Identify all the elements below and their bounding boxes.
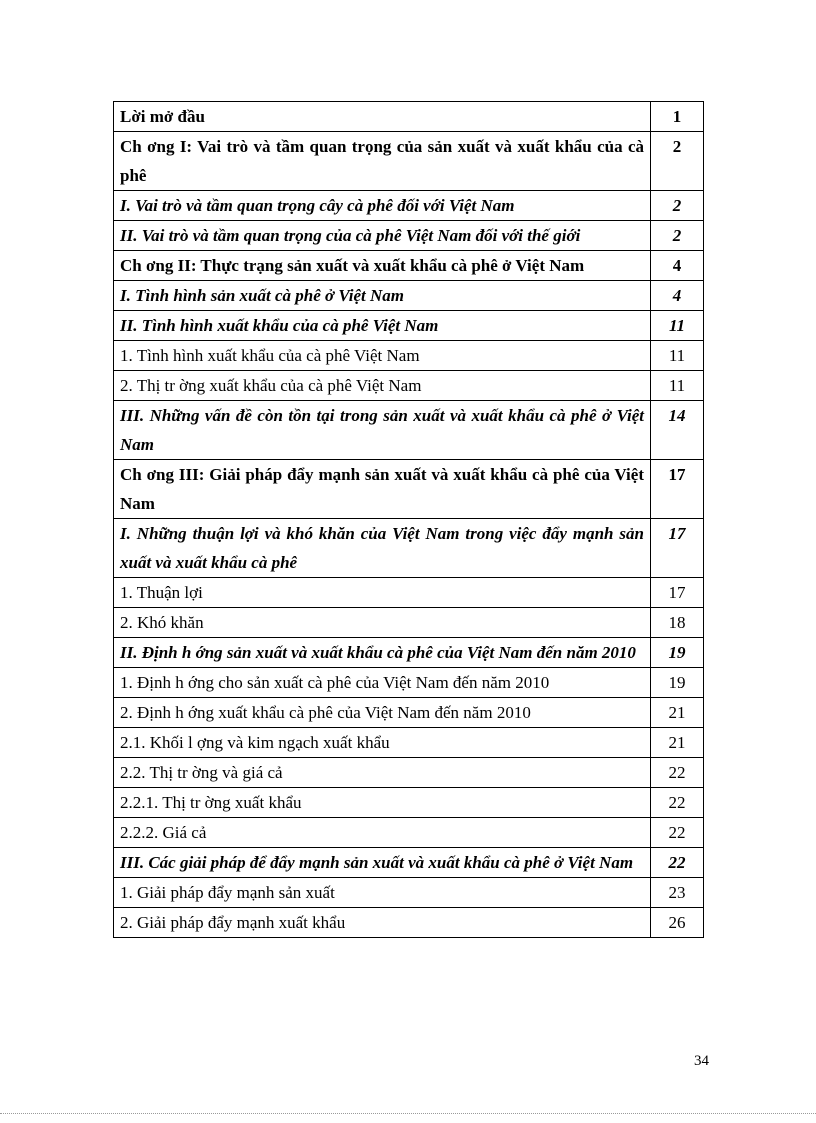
toc-entry-title: II. Vai trò và tầm quan trọng của cà phê Việt Nam đối với thế giới [114,221,651,251]
toc-entry-title: Ch ơng III: Giải pháp đẩy mạnh sản xuất và xuất khẩu cà phê của Việt Nam [114,460,651,519]
toc-row [114,728,704,758]
toc-entry-page: 17 [651,519,704,578]
toc-entry-page: 22 [651,848,704,878]
toc-row [114,401,704,460]
toc-entry-title: Ch ơng II: Thực trạng sản xuất và xuất khẩu cà phê ở Việt Nam [114,251,651,281]
page-number: 34 [694,1053,709,1069]
toc-entry-title: II. Tình hình xuất khẩu của cà phê Việt Nam [114,311,651,341]
toc-entry-page: 17 [651,460,704,519]
toc-entry-page: 17 [651,578,704,608]
toc-row [114,848,704,878]
toc-row [114,578,704,608]
toc-entry-page: 4 [651,281,704,311]
toc-entry-page: 4 [651,251,704,281]
toc-entry-title: 1. Tình hình xuất khẩu của cà phê Việt Nam [114,341,651,371]
toc-entry-title: 2. Định h ớng xuất khẩu cà phê của Việt Nam đến năm 2010 [114,698,651,728]
toc-row [114,371,704,401]
toc-row [114,878,704,908]
toc-row [114,460,704,519]
page-bottom-rule [0,1113,816,1114]
toc-entry-page: 26 [651,908,704,938]
toc-row [114,758,704,788]
toc-entry-title: 2.2.2. Giá cả [114,818,651,848]
toc-row [114,102,704,132]
toc-entry-page: 19 [651,668,704,698]
toc-entry-page: 2 [651,132,704,191]
toc-entry-page: 11 [651,341,704,371]
toc-entry-title: Ch ơng I: Vai trò và tầm quan trọng của sản xuất và xuất khẩu của cà phê [114,132,651,191]
toc-entry-title: I. Tình hình sản xuất cà phê ở Việt Nam [114,281,651,311]
toc-entry-title: 1. Giải pháp đẩy mạnh sản xuất [114,878,651,908]
toc-entry-page: 21 [651,698,704,728]
toc-entry-page: 2 [651,191,704,221]
toc-entry-title: II. Định h ớng sản xuất và xuất khẩu cà phê của Việt Nam đến năm 2010 [114,638,651,668]
toc-entry-title: I. Vai trò và tầm quan trọng cây cà phê đối với Việt Nam [114,191,651,221]
toc-row [114,191,704,221]
toc-entry-title: III. Các giải pháp để đẩy mạnh sản xuất và xuất khẩu cà phê ở Việt Nam [114,848,651,878]
toc-row [114,341,704,371]
toc-row [114,908,704,938]
toc-entry-title: III. Những vấn đề còn tồn tại trong sản xuất và xuất khẩu cà phê ở Việt Nam [114,401,651,460]
toc-entry-page: 23 [651,878,704,908]
toc-entry-title: 1. Thuận lợi [114,578,651,608]
toc-entry-page: 18 [651,608,704,638]
toc-row [114,638,704,668]
toc-entry-page: 14 [651,401,704,460]
toc-entry-title: 2. Giải pháp đẩy mạnh xuất khẩu [114,908,651,938]
toc-row [114,818,704,848]
table-of-contents [113,101,704,938]
toc-row [114,311,704,341]
toc-entry-page: 1 [651,102,704,132]
toc-entry-page: 22 [651,758,704,788]
toc-entry-page: 22 [651,788,704,818]
toc-row [114,281,704,311]
toc-entry-page: 22 [651,818,704,848]
toc-row [114,132,704,191]
toc-row [114,698,704,728]
toc-entry-title: 2.1. Khối l ợng và kim ngạch xuất khẩu [114,728,651,758]
toc-entry-page: 11 [651,311,704,341]
toc-entry-page: 21 [651,728,704,758]
toc-row [114,251,704,281]
toc-entry-title: 2.2.1. Thị tr ờng xuất khẩu [114,788,651,818]
toc-entry-title: 2. Khó khăn [114,608,651,638]
toc-entry-title: 1. Định h ớng cho sản xuất cà phê của Việt Nam đến năm 2010 [114,668,651,698]
toc-entry-title: 2. Thị tr ờng xuất khẩu của cà phê Việt Nam [114,371,651,401]
toc-row [114,519,704,578]
toc-entry-page: 2 [651,221,704,251]
toc-entry-title: Lời mở đầu [114,102,651,132]
toc-entry-page: 19 [651,638,704,668]
toc-body [114,102,704,938]
toc-entry-title: 2.2. Thị tr ờng và giá cả [114,758,651,788]
toc-row [114,608,704,638]
toc-entry-title: I. Những thuận lợi và khó khăn của Việt Nam trong việc đẩy mạnh sản xuất và xuất khẩu cà phê [114,519,651,578]
toc-entry-page: 11 [651,371,704,401]
toc-row [114,668,704,698]
toc-row [114,788,704,818]
toc-row [114,221,704,251]
